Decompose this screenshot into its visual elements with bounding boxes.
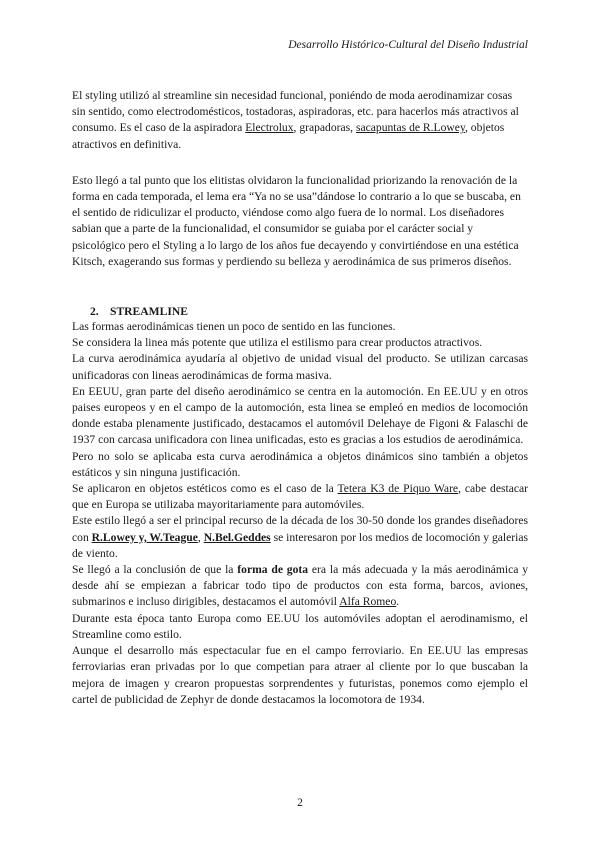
link-bel-geddes[interactable]: N.Bel.Geddes — [203, 530, 271, 544]
line-linea-potente: Se considera la linea más potente que utiliza el estilismo para crear productos atractivos. — [72, 336, 483, 350]
text-run: , cabe destacar que en Europa se utilizaba mayoritariamente para automóviles. — [72, 482, 528, 512]
section-number: 2. — [90, 305, 99, 319]
text-run: . — [396, 595, 400, 609]
line-forma-gota — [72, 562, 528, 611]
section-title: STREAMLINE — [110, 305, 188, 319]
text-run: , — [197, 530, 204, 544]
link-electrolux[interactable]: Electrolux — [245, 121, 294, 135]
paragraph-styling — [72, 88, 528, 153]
line-decada — [72, 513, 528, 562]
text-run: era la más adecuada y la más aerodinámica y desde ahí se empiezan a fabricar todo tipo de productos con esta forma, barcos, aviones, submarinos e incluso dirigibles, destacamos el automóvil — [72, 563, 528, 609]
paragraph-elitistas: Esto llegó a tal punto que los elitistas olvidaron la funcionalidad priorizando la renovación de la forma en cada temporada, el lema era “Ya no se usa”dándose lo contrario a lo que se buscaba, en el sentido de ridiculizar el producto, viéndose como algo fuera de lo normal. Los diseñadores sabian que a parte de la funcionalidad, el consumidor se guiaba por el carácter social y psicológico pero el Styling a lo largo de los años fue decayendo y convirtiéndose en una estética Kitsch, exagerando sus formas y perdiendo su belleza y aerodinámica de sus primeros diseños. — [72, 173, 521, 268]
line-formas: Las formas aerodinámicas tienen un poco de sentido en las funciones. — [72, 320, 396, 334]
page-body — [72, 88, 528, 708]
link-tetera-k3[interactable]: Tetera K3 de Piquo Ware — [337, 482, 459, 496]
section-body — [72, 319, 528, 708]
line-europa-eeuu: Durante esta época tanto Europa como EE.UU los automóviles adoptan el aerodinamismo, el Streamline como estilo. — [72, 611, 528, 641]
text-run: se interesaron por los medios de locomoción y galerias de viento. — [72, 530, 529, 560]
text-run: Este estilo llegó a ser el principal recurso de la década de los 30-50 donde los grandes diseñadores con — [72, 514, 528, 544]
intro-block — [72, 88, 528, 270]
link-alfa-romeo[interactable]: Alfa Romeo — [339, 595, 397, 609]
text-run: Se llegó a la conclusión de que la — [72, 563, 238, 577]
running-header: Desarrollo Histórico-Cultural del Diseño Industrial — [288, 39, 528, 51]
line-eeuu: En EEUU, gran parte del diseño aerodinámico se centra en la automoción. En EE.UU y en otros paises europeos y en el campo de la automoción, esta linea se empleó en medios de locomoción donde estaba plenamente justificado, destacamos el automóvil Delehaye de Figoni & Falaschi de 1937 con carcasa unificadora con linea unificadas, esto es gracias a los estudios de aerodinámica. — [72, 384, 528, 447]
text-run: Se aplicaron en objetos estéticos como es el caso de la — [72, 482, 338, 496]
section-heading — [72, 305, 528, 319]
line-curva: La curva aerodinámica ayudaría al objetivo de unidad visual del producto. Se utilizan carcasas unificadoras con lineas aerodinámicas de forma masiva. — [72, 352, 528, 382]
line-objetos-estaticos: Pero no solo se aplicaba esta curva aerodinámica a objetos dinámicos sino también a objetos estáticos y sin ninguna justificación. — [72, 449, 528, 479]
text-run: El styling utilizó al streamline sin necesidad funcional, poniéndo de moda aerodinamizar cosas sin sentido, como electrodomésticos, tostadoras, aspiradoras, etc. para hacerlos más atractivos al consumo. Es el caso de la aspiradora — [72, 89, 519, 135]
link-lowey-teague[interactable]: R.Lowey y, W.Teague — [91, 530, 198, 544]
page-number: 2 — [297, 797, 303, 809]
link-sacapuntas-lowey[interactable]: sacapuntas de R.Lowey — [355, 121, 465, 135]
bold-forma-gota: forma de gota — [237, 563, 309, 577]
text-run: , objetos atractivos en definitiva. — [72, 121, 505, 151]
line-ferroviario: Aunque el desarrollo más espectacular fue en el campo ferroviario. En EE.UU las empresas ferroviarias eran privadas por lo que competian para atraer al cliente por lo que buscaban la mejora de imagen y crearon propuestas sorprendentes y futuristas, ponemos como ejemplo el cartel de publicidad de Zephyr de donde destacamos la locomotora de 1934. — [72, 644, 528, 706]
text-run: , grapadoras, — [293, 121, 356, 135]
line-tetera — [72, 481, 528, 513]
